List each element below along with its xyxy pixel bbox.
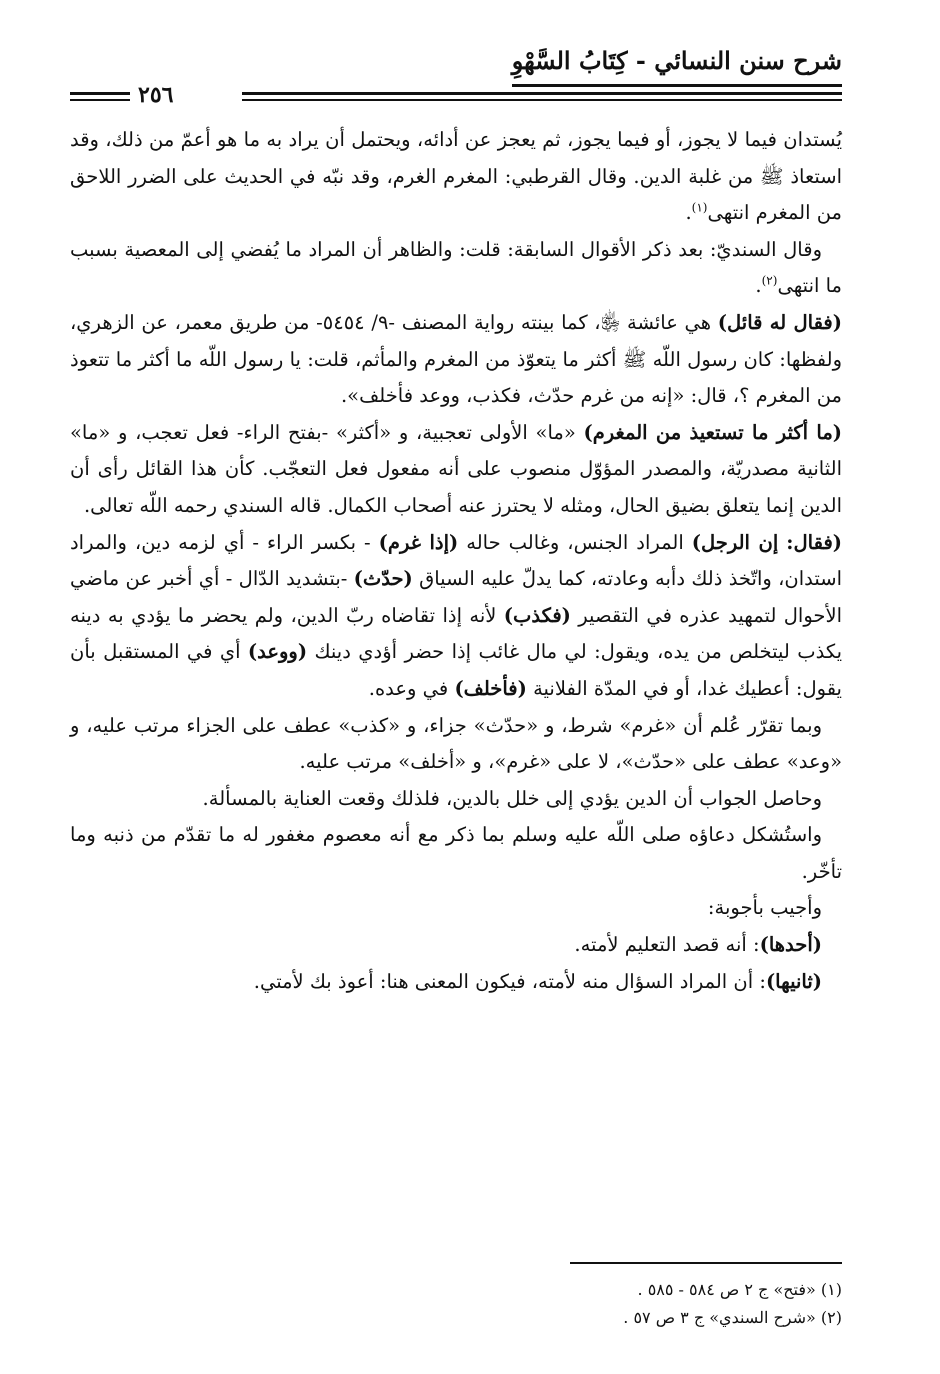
bold-term: (إذا غرم) <box>378 530 459 554</box>
bold-term: (ووعد) <box>247 640 308 664</box>
page-header <box>70 40 842 110</box>
bold-term: (فقال له قائل) <box>717 310 842 334</box>
bold-term: إن الرجل) <box>691 530 779 554</box>
paragraph-6: وبما تقرّر عُلم أن «غرم» شرط، و «حدّث» جزاء، و «كذب» عطف على الجزاء مرتب عليه، و «وعد» عطف على «حدّث»، لا على «غرم»، و «أخلف» مرتب عليه. <box>70 713 842 774</box>
footnote-2: (٢) «شرح السندي» ج ٣ ص ٥٧ . <box>623 1308 842 1327</box>
book-page <box>70 40 842 1340</box>
paragraph-10: (أحدها): أنه قصد التعليم لأمته. <box>574 933 822 957</box>
bold-term: (حدّث) <box>353 567 413 591</box>
paragraph-2: وقال السنديّ: بعد ذكر الأقوال السابقة: قلت: والظاهر أن المراد ما يُفضي إلى المعصية بسبب ما انتهى$^{(٢)}$. <box>70 237 842 298</box>
bold-term: (فكذب) <box>503 603 571 627</box>
bold-term: (ما أكثر ما تستعيذ من المغرم) <box>583 420 842 444</box>
page-body <box>70 122 842 1000</box>
header-rule-right <box>242 92 842 101</box>
paragraph-4: (ما أكثر ما تستعيذ من المغرم) «ما» الأولى تعجبية، و «أكثر» -بفتح الراء- فعل تعجب، و «ما» الثانية مصدريّة، والمصدر المؤوّل منصوب على أنه مفعول فعل التعجّب. كأن هذا القائل رأى أن الدين إنما يتعلق بضيق الحال، ومثله لا يحترز عنه أصحاب الكمال. قاله السندي رحمه اللّه تعالى. <box>70 420 842 517</box>
paragraph-7: وحاصل الجواب أن الدين يؤدي إلى خلل بالدين، فلذلك وقعت العناية بالمسألة. <box>202 786 822 810</box>
paragraph-3: (فقال له قائل) هي عائشة ﵂، كما بينته رواية المصنف -٩/ ٥٤٥٤- من طريق معمر، عن الزهري، ولفظها: كان رسول اللّه ﷺ أكثر ما يتعوّذ من المغرم والمأثم، قلت: يا رسول اللّه ما أكثر ما تتعوذ من المغرم ؟، قال: «إنه من غرم حدّث، فكذب، ووعد فأخلف». <box>70 310 842 408</box>
bold-term: (فأخلف) <box>454 676 527 700</box>
bold-term: (ثانيها) <box>765 969 822 993</box>
running-title: شرح سنن النسائي - كِتَابُ السَّهْوِ <box>511 46 842 75</box>
footnote-1: (١) «فتح» ج ٢ ص ٥٨٤ - ٥٨٥ . <box>637 1280 842 1299</box>
page-number-row <box>70 82 842 112</box>
header-rule-left <box>70 92 130 101</box>
footnote-ref-1: (١) <box>691 200 708 215</box>
page-number: ٢٥٦ <box>138 82 174 108</box>
footnotes <box>70 1276 842 1332</box>
bold-term: (فقال: <box>786 530 842 554</box>
paragraph-1: يُستدان فيما لا يجوز، أو فيما يجوز، ثم يعجز عن أدائه، ويحتمل أن يراد به ما هو أعمّ من ذلك، وقد استعاذ ﷺ من غلبة الدين. وقال القرطبي: المغرم الغرم، وقد نبّه في الحديث على الضرر اللاحق من المغرم انتهى$^{(١)}$. <box>70 128 842 225</box>
paragraph-11: (ثانيها): أن المراد السؤال منه لأمته، فيكون المعنى هنا: أعوذ بك لأمتي. <box>253 969 822 993</box>
paragraph-5: (فقال: إن الرجل) المراد الجنس، وغالب حاله (إذا غرم) - بكسر الراء - أي لزمه دين، والمراد استدان، واتّخذ ذلك دأبه وعادته، كما يدلّ عليه السياق (حدّث) -بتشديد الدّال - أي أخبر عن ماضي الأحوال لتمهيد عذره في التقصير (فكذب) لأنه إذا تقاضاه ربّ الدين، ولم يحضر ما يؤدي به دينه يكذب ليتخلص من يده، ويقول: لي مال غائب إذا حضر أؤدي دينك (ووعد) أي في المستقبل بأن يقول: أعطيك غدا، أو في المدّة الفلانية (فأخلف) في وعده. <box>70 530 843 700</box>
paragraph-8: واستُشكل دعاؤه صلى اللّه عليه وسلم بما ذكر مع أنه معصوم مغفور له ما تقدّم من ذنبه وما تأخّر. <box>70 823 842 883</box>
footnote-ref-2: (٢) <box>761 273 778 288</box>
footnote-separator <box>570 1262 842 1264</box>
bold-term: (أحدها) <box>759 933 822 957</box>
paragraph-9: وأجيب بأجوبة: <box>707 896 822 920</box>
